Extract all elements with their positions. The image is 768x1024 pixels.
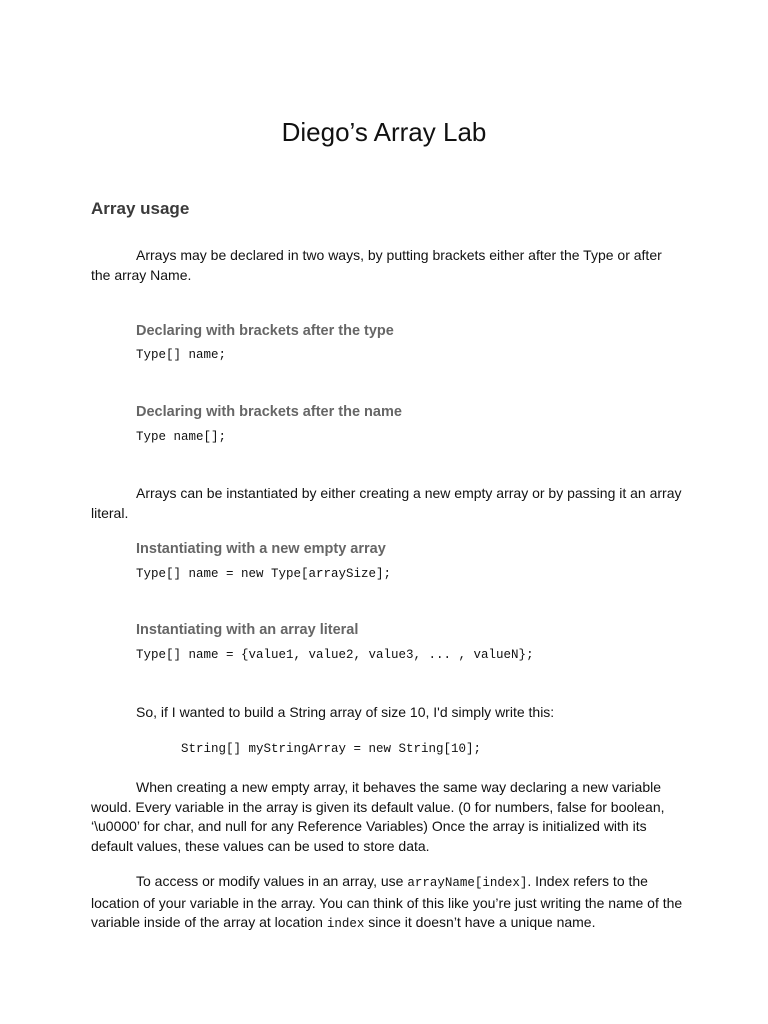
instantiate-paragraph xyxy=(91,484,691,523)
access-code-index: index xyxy=(326,917,365,931)
intro-line-1: Arrays may be declared in two ways, by putting brackets either after the Type or after xyxy=(136,247,662,263)
access-paragraph xyxy=(91,872,691,935)
intro-paragraph xyxy=(91,246,691,285)
subheading-declare-type: Declaring with brackets after the type xyxy=(136,323,394,339)
defaults-line-1: When creating a new empty array, it behaves the same way declaring a new variable xyxy=(136,779,662,795)
subheading-instantiate-empty: Instantiating with a new empty array xyxy=(136,541,386,557)
access-code-arrayname: arrayName[index] xyxy=(407,876,528,890)
access-line-3b: since it doesn’t have a unique name. xyxy=(364,914,596,930)
code-declare-type: Type[] name; xyxy=(136,348,227,362)
access-line-1b: . Index refers to the xyxy=(527,873,648,889)
subheading-instantiate-literal: Instantiating with an array literal xyxy=(136,622,359,638)
defaults-line-4: default values, these values can be used to store data. xyxy=(91,837,430,854)
subheading-declare-name: Declaring with brackets after the name xyxy=(136,404,402,420)
example-paragraph xyxy=(91,703,691,723)
instantiate-line-1: Arrays can be instantiated by either creating a new empty array or by passing it an array xyxy=(136,485,682,501)
access-line-1a: To access or modify values in an array, use xyxy=(136,873,408,889)
access-line-2: location of your variable in the array. You can think of this like you’re just writing the name of the xyxy=(91,894,683,911)
page-title: Diego’s Array Lab xyxy=(281,117,487,147)
example-text: So, if I wanted to build a String array of size 10, I'd simply write this: xyxy=(136,704,555,720)
access-line-3a: variable inside of the array at location xyxy=(91,914,327,930)
intro-line-2: the array Name. xyxy=(91,266,192,283)
code-declare-name: Type name[]; xyxy=(136,430,227,444)
defaults-line-3: ‘\u0000’ for char, and null for any Reference Variables) Once the array is initialized with its xyxy=(91,818,647,834)
section-heading-array-usage: Array usage xyxy=(91,199,190,218)
defaults-paragraph xyxy=(91,778,691,856)
code-example: String[] myStringArray = new String[10]; xyxy=(181,742,482,756)
defaults-line-2: would. Every variable in the array is given its default value. (0 for numbers, false for boolean, xyxy=(91,798,665,815)
instantiate-line-2: literal. xyxy=(91,504,129,521)
code-instantiate-literal: Type[] name = {value1, value2, value3, ... , valueN}; xyxy=(136,648,534,662)
code-instantiate-empty: Type[] name = new Type[arraySize]; xyxy=(136,567,392,581)
